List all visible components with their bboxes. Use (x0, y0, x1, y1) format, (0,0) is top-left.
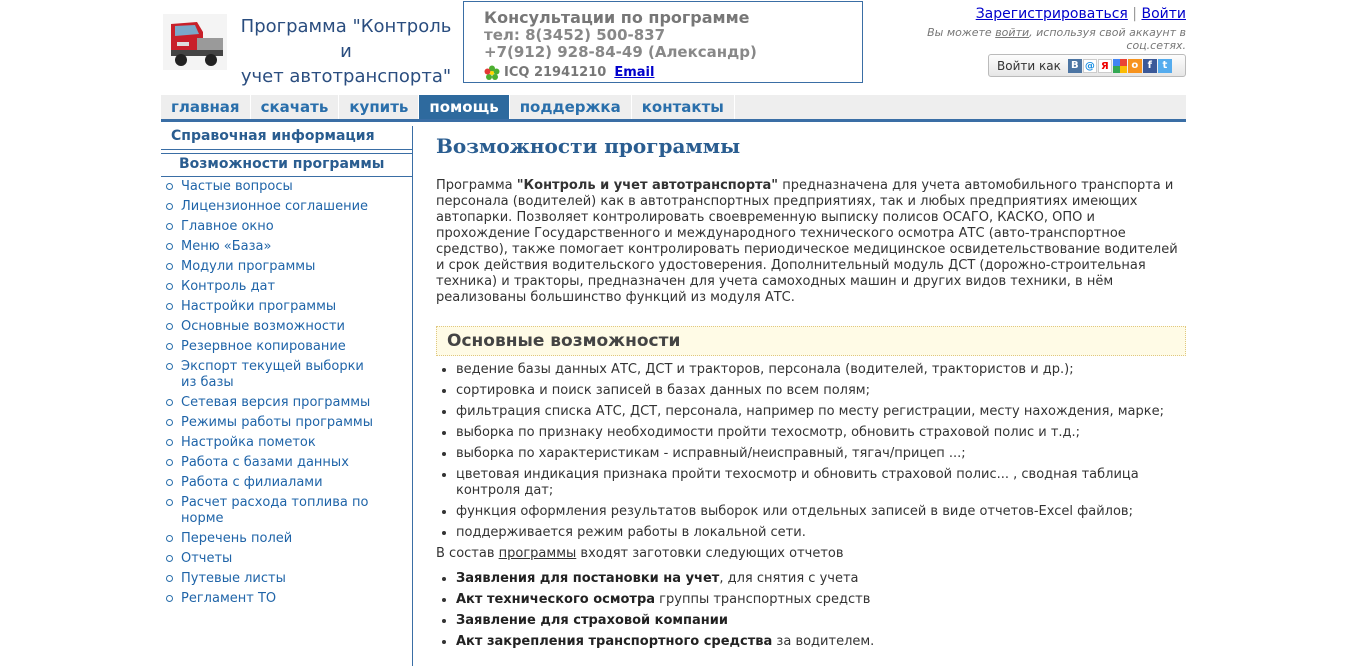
vkontakte-icon[interactable]: B (1068, 59, 1082, 73)
sidebar-item[interactable]: Частые вопросы (161, 179, 381, 199)
page-title: Возможности программы (436, 134, 741, 158)
feature-item: • цветовая индикация признака пройти техосмотр и обновить страховой полис... , сводная таблица контроля дат; (456, 467, 1186, 499)
sidebar-current-item[interactable]: Возможности программы (161, 153, 412, 177)
report-item (456, 634, 1186, 650)
email-link[interactable]: Email (614, 65, 655, 80)
logo-text (236, 14, 456, 89)
social-login-note (886, 26, 1186, 52)
report-item (456, 613, 1186, 629)
yandex-icon[interactable]: Я (1098, 59, 1112, 73)
sidebar-item[interactable]: Лицензионное соглашение (161, 199, 381, 219)
reports-list (436, 571, 1186, 650)
reports-intro (436, 546, 1186, 561)
sidebar-item[interactable]: Регламент ТО (161, 591, 381, 611)
sidebar-item[interactable]: Главное окно (161, 219, 381, 239)
intro-rest: предназначена для учета автомобильного транспорта и персонала (водителей) как в автотранспортных предприятиях, так и любых предприятиях имеющих автопарки. Позволяет контролировать своевременную выписку полисов ОСАГО, КАСКО, ОПО и прохождение Государственного и международного технического осмотра АТС (авто-транспортное средство), также помогает контролировать периодическое медицинское освидетельствование водителей и срок действия водительского удостоверения. Дополнительный модуль ДСТ (дорожно-строительная техника) и тракторы, предназначен для учета самоходных машин и других видов техники, в нём реализованы большинство функций из модуля АТС. (436, 178, 1178, 305)
nav-item[interactable]: главная (161, 95, 251, 119)
sidebar-item[interactable]: Расчет расхода топлива по норме (161, 495, 381, 531)
report-item (456, 571, 1186, 587)
feature-item: • поддерживается режим работы в локальной сети. (456, 525, 1186, 541)
sidebar-item[interactable]: Настройка пометок (161, 435, 381, 455)
sidebar-item[interactable]: Основные возможности (161, 319, 381, 339)
intro-paragraph (436, 178, 1186, 306)
feature-item: • выборка по признаку необходимости пройти техосмотр, обновить страховой полис и т.д.; (456, 425, 1186, 441)
facebook-icon[interactable]: f (1143, 59, 1157, 73)
social-login-label: Войти как (997, 58, 1061, 73)
nav-item[interactable]: помощь (419, 95, 509, 119)
feature-item: • сортировка и поиск записей в базах данных по всем полям; (456, 383, 1186, 399)
twitter-icon[interactable]: t (1158, 59, 1172, 73)
nav-item[interactable]: скачать (251, 95, 340, 119)
sidebar-item[interactable]: Контроль дат (161, 279, 381, 299)
auth-block (886, 6, 1186, 52)
nav-item[interactable]: контакты (632, 95, 735, 119)
icq-flower-icon (484, 65, 500, 81)
report-name: Акт закрепления транспортного средства (456, 634, 773, 649)
main-nav (161, 95, 1186, 122)
main-content (436, 126, 1186, 655)
sidebar-item[interactable]: Работа с филиалами (161, 475, 381, 495)
logo-line-2: учет автотранспорта" (240, 66, 452, 87)
truck-logo-icon (163, 12, 227, 72)
report-detail: за водителем. (772, 634, 875, 649)
sidebar-item[interactable]: Настройки программы (161, 299, 381, 319)
sidebar-item[interactable]: Модули программы (161, 259, 381, 279)
program-link[interactable]: программы (498, 546, 577, 561)
note-login-link[interactable]: войти (995, 26, 1030, 39)
sidebar-item[interactable]: Отчеты (161, 551, 381, 571)
features-heading-box: Основные возможности (436, 326, 1186, 356)
report-name: Акт технического осмотра (456, 592, 656, 607)
phone-1: тел: 8(3452) 500-837 (484, 26, 666, 44)
google-icon[interactable] (1113, 59, 1127, 73)
report-name: Заявление для страховой компании (456, 613, 729, 628)
sidebar-item[interactable]: Резервное копирование (161, 339, 381, 359)
sidebar-item[interactable]: Сетевая версия программы (161, 395, 381, 415)
mail-icon[interactable]: @ (1084, 60, 1095, 72)
nav-item[interactable]: купить (339, 95, 419, 119)
feature-item: • выборка по характеристикам - исправный/неисправный, тягач/прицеп ...; (456, 446, 1186, 462)
sidebar-list (161, 179, 412, 611)
auth-separator: | (1132, 6, 1138, 22)
sidebar-item[interactable]: Экспорт текущей выборки из базы (161, 359, 381, 395)
note-text-after: , используя свой аккаунт в соц.сетях. (1029, 26, 1186, 52)
intro-bold: "Контроль и учет автотранспорта" (516, 178, 779, 193)
report-detail: группы транспортных средств (655, 592, 871, 607)
sidebar-item[interactable]: Перечень полей (161, 531, 381, 551)
nav-item[interactable]: поддержка (510, 95, 632, 119)
report-detail: , для снятия с учета (719, 571, 859, 586)
login-link[interactable]: Войти (1141, 6, 1186, 22)
report-item (456, 592, 1186, 608)
report-name: Заявления для постановки на учет (456, 571, 720, 586)
sidebar-item[interactable]: Работа с базами данных (161, 455, 381, 475)
odnoklassniki-icon[interactable]: o (1128, 59, 1142, 73)
sidebar-section-title[interactable]: Справочная информация (161, 126, 412, 150)
reports-suffix: входят заготовки следующих отчетов (576, 546, 844, 561)
icq-number: ICQ 21941210 (504, 65, 607, 80)
reports-prefix: В состав (436, 546, 499, 561)
features-list (436, 362, 1186, 541)
register-link[interactable]: Зарегистрироваться (975, 6, 1128, 22)
page (161, 0, 1186, 662)
phone-2: +7(912) 928-84-49 (Александр) (484, 43, 757, 61)
icq-row (484, 63, 862, 83)
consult-title: Консультации по программе (484, 8, 750, 27)
sidebar-item[interactable]: Меню «База» (161, 239, 381, 259)
feature-item: • фильтрация списка АТС, ДСТ, персонала, например по месту регистрации, месту нахождения, марке; (456, 404, 1186, 420)
logo-line-1: Программа "Контроль и (240, 16, 452, 62)
site-logo[interactable] (161, 8, 456, 87)
sidebar-item[interactable]: Режимы работы программы (161, 415, 381, 435)
consultation-box (463, 1, 863, 83)
feature-item: • функция оформления результатов выборок или отдельных записей в виде отчетов-Excel файлов; (456, 504, 1186, 520)
sidebar-item[interactable]: Путевые листы (161, 571, 381, 591)
feature-item: • ведение базы данных АТС, ДСТ и тракторов, персонала (водителей, трактористов и др.); (456, 362, 1186, 378)
note-text-before: Вы можете (927, 26, 996, 39)
intro-prefix: Программа (436, 178, 517, 193)
auth-links (886, 6, 1186, 22)
social-login-button[interactable] (988, 54, 1186, 77)
sidebar (161, 126, 413, 666)
